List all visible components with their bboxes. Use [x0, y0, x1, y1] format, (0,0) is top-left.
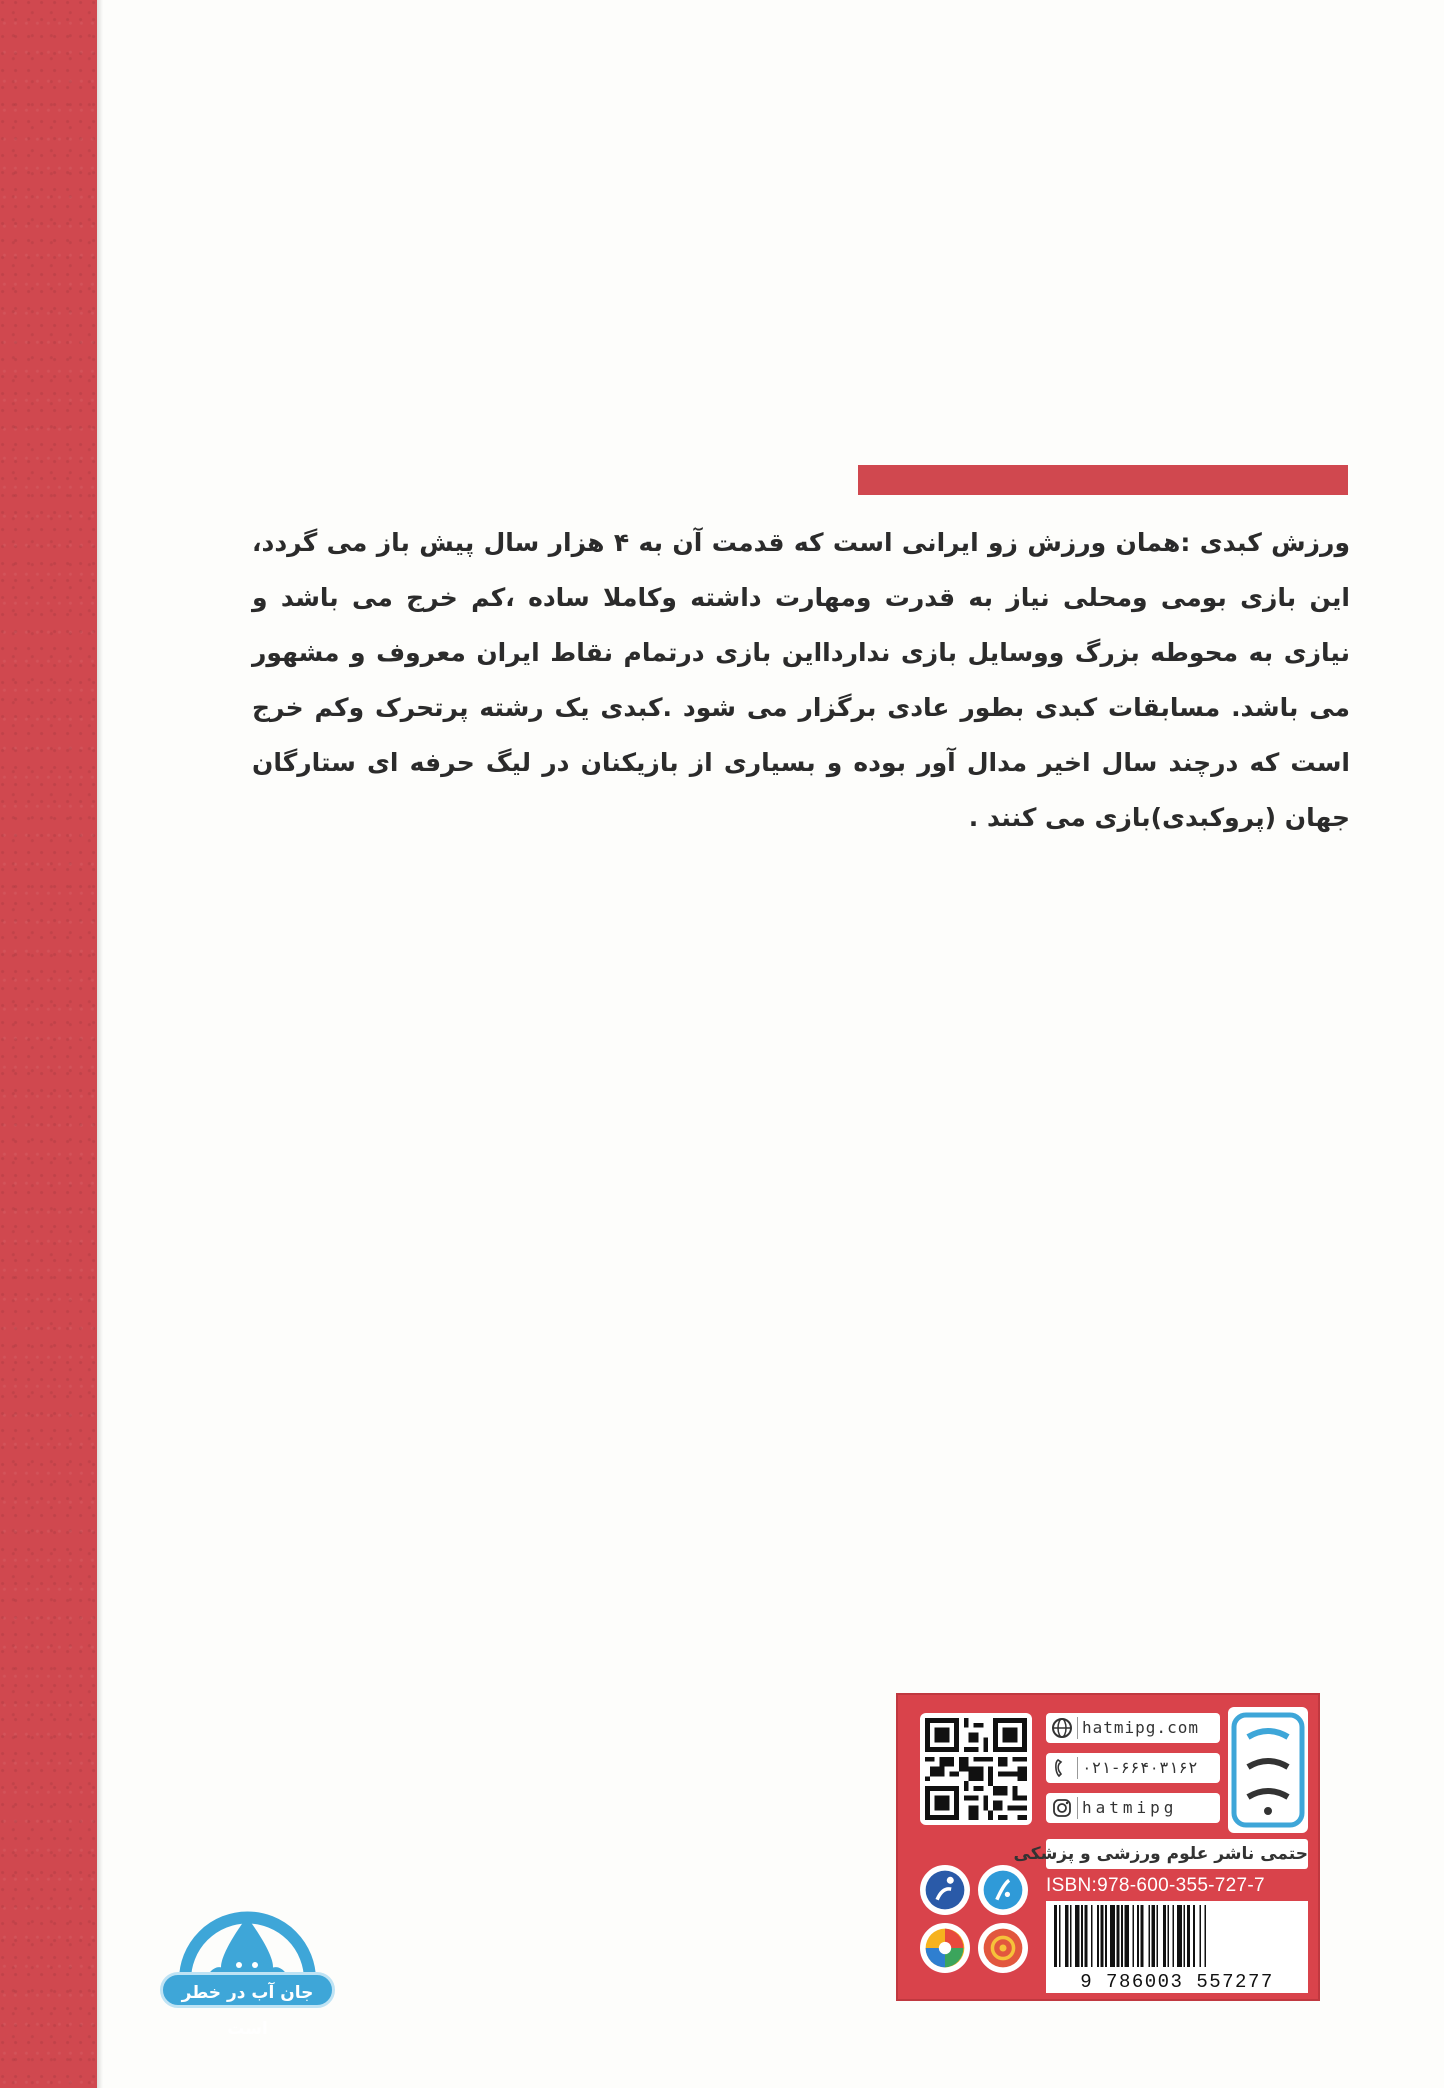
barcode-bar — [1097, 1905, 1099, 1967]
barcode-bar — [1132, 1905, 1134, 1967]
phone-icon — [1051, 1757, 1078, 1779]
barcode-bar — [1152, 1905, 1155, 1967]
website-row — [1046, 1713, 1220, 1743]
book-spine-strip — [0, 0, 97, 2088]
barcode-bar — [1184, 1905, 1186, 1967]
instagram-text: hatmipg — [1082, 1798, 1178, 1817]
publisher-block — [896, 1693, 1320, 2001]
barcode-bar — [1200, 1905, 1202, 1967]
barcode-digits: 9 786003 557277 — [1046, 1971, 1308, 1993]
barcode-bar — [1054, 1905, 1057, 1967]
barcode-bar — [1168, 1905, 1170, 1967]
water-badge-label: جان آب در خطر است — [160, 1972, 335, 2008]
barcode-bar — [1065, 1905, 1068, 1967]
barcode-bar — [1187, 1905, 1190, 1967]
qr-code — [920, 1713, 1032, 1825]
barcode-bar — [1193, 1905, 1195, 1967]
barcode-bar — [1124, 1905, 1129, 1967]
instagram-row — [1046, 1793, 1220, 1823]
science-badge-icon — [978, 1865, 1028, 1915]
publisher-badges — [920, 1865, 1032, 1977]
accent-bar — [858, 465, 1348, 495]
barcode-bar — [1116, 1905, 1119, 1967]
phone-row — [1046, 1753, 1220, 1783]
book-description: ورزش کبدی :همان ورزش زو ایرانی است که قدمت آن به ۴ هزار سال پیش باز می گردد، این بازی بومی ومحلی نیاز به قدرت ومهارت داشته وکاملا ساده ،کم خرج می باشد و نیازی به محوطه بزرگ ووسایل بازی نداردااین بازی درتمام نقاط ایران معروف و مشهور می باشد. مسابقات کبدی بطور عادی برگزار می شود .کبدی یک رشته پرتحرک وکم خرج است که درچند سال اخیر مدال آور بوده و بسیاری از بازیکنان در لیگ حرفه ای ستارگان جهان (پروکبدی)بازی می کنند . — [252, 528, 1350, 832]
barcode-bar — [1075, 1905, 1080, 1967]
instagram-icon — [1051, 1797, 1078, 1819]
color-wheel-badge-icon — [920, 1923, 970, 1973]
barcode-bar — [1172, 1905, 1174, 1967]
website-text: hatmipg.com — [1082, 1718, 1199, 1737]
barcode-bar — [1177, 1905, 1182, 1967]
barcode-bar — [1105, 1905, 1107, 1967]
barcode-bar — [1084, 1905, 1087, 1967]
barcode-bar — [1110, 1905, 1115, 1967]
barcode-bar — [1100, 1905, 1103, 1967]
barcode-bar — [1091, 1905, 1093, 1967]
barcode-bar — [1137, 1905, 1139, 1967]
barcode-bar — [1140, 1905, 1143, 1967]
barcode-bar — [1070, 1905, 1072, 1967]
barcode — [1046, 1901, 1308, 1993]
barcode-bar — [1059, 1905, 1061, 1967]
phone-text: ۰۲۱-۶۶۴۰۳۱۶۲ — [1082, 1758, 1198, 1777]
barcode-bar — [1081, 1905, 1083, 1967]
barcode-bar — [1156, 1905, 1158, 1967]
globe-icon — [1051, 1717, 1078, 1739]
ornament-badge-icon — [978, 1923, 1028, 1973]
spine-shadow — [97, 0, 103, 2088]
sports-badge-icon — [920, 1865, 970, 1915]
barcode-bar — [1121, 1905, 1123, 1967]
barcode-bar — [1163, 1905, 1166, 1967]
isbn-text: ISBN:978-600-355-727-7 — [1046, 1875, 1265, 1896]
barcode-bars — [1046, 1901, 1308, 1971]
publisher-tagline: حتمی ناشر علوم ورزشی و پزشکی — [1046, 1839, 1308, 1869]
barcode-bar — [1204, 1905, 1206, 1967]
barcode-bar — [1148, 1905, 1150, 1967]
publisher-logo — [1228, 1707, 1308, 1833]
